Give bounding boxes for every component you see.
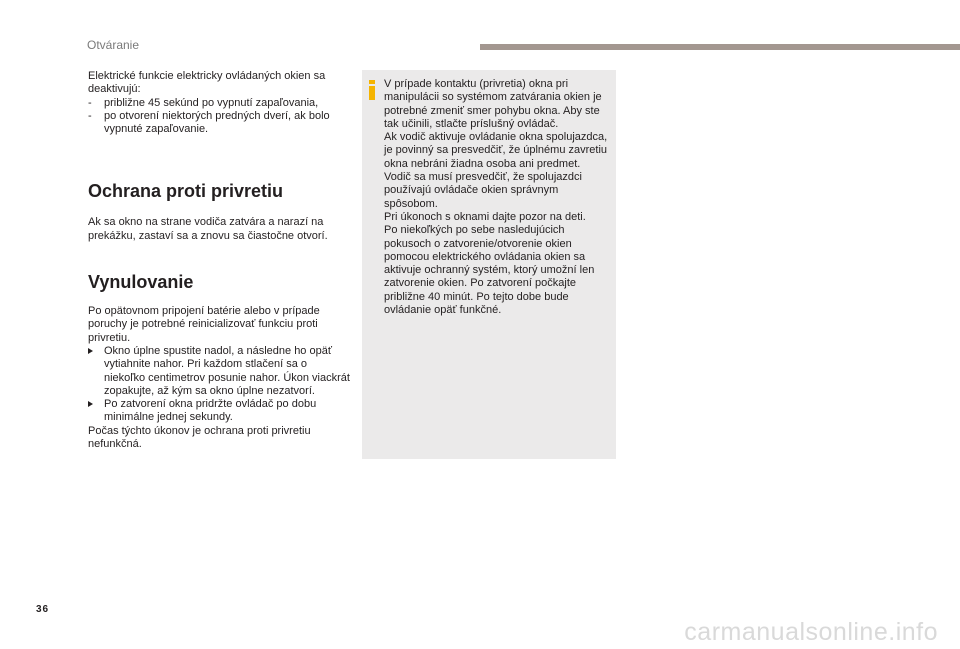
intro-list <box>88 97 350 137</box>
list-item: Okno úplne spustite nadol, a následne ho opäť vytiahnite nahor. Pri každom stlačení sa o niekoľko centimetrov posunie nahor. Úkon viackrát zopakujte, až kým sa okno úplne nezatvorí. <box>88 345 350 398</box>
anti-pinch-text: Ak sa okno na strane vodiča zatvára a narazí na prekážku, zastaví sa a znovu sa čiastočne otvorí. <box>88 216 328 242</box>
heading-reset: Vynulovanie <box>88 272 194 293</box>
reset-steps <box>88 345 350 425</box>
info-paragraph: Po niekoľkých po sebe nasledujúcich pokusoch o zatvorenie/otvorenie okien pomocou elektrického ovládania okien sa aktivuje ochranný systém, ktorý umožní len zatvorenie okien. Po zatvorení počkajte približne 40 minút. Po tejto dobe bude ovládanie opäť funkčné. <box>384 224 595 317</box>
heading-anti-pinch: Ochrana proti privretiu <box>88 181 284 202</box>
info-box <box>362 70 616 459</box>
info-paragraph: Pri úkonoch s oknami dajte pozor na deti. <box>384 210 586 223</box>
info-paragraph: Ak vodič aktivuje ovládanie okna spolujazdca, je povinný sa presvedčiť, že úplnému zavretiu okna nebráni žiadna osoba ani predmet. <box>384 131 608 170</box>
info-paragraph: Vodič sa musí presvedčiť, že spolujazdci používajú ovládače okien správnym spôsobom. <box>384 171 582 210</box>
info-paragraph: V prípade kontaktu (privretia) okna pri manipulácii so systémom zatvárania okien je potrebné zmeniť smer pohybu okna. Aby ste tak učinili, stlačte príslušný ovládač. <box>384 78 602 130</box>
list-item: - približne 45 sekúnd po vypnutí zapaľovania, <box>88 97 350 110</box>
list-item: Po zatvorení okna pridržte ovládač po dobu minimálne jednej sekundy. <box>88 398 350 425</box>
reset-outro: Počas týchto úkonov je ochrana proti privretiu nefunkčná. <box>88 424 311 451</box>
watermark: carmanualsonline.info <box>684 618 938 646</box>
section-title: Otváranie <box>87 38 140 52</box>
header-bar <box>480 44 960 50</box>
left-column <box>88 70 350 451</box>
page-number: 36 <box>36 604 50 615</box>
list-item: - po otvorení niektorých predných dverí, ak bolo vypnuté zapaľovanie. <box>88 110 350 137</box>
info-icon <box>369 80 375 100</box>
intro-text: Elektrické funkcie elektricky ovládaných okien sa deaktivujú: <box>88 70 326 96</box>
reset-intro: Po opätovnom pripojení batérie alebo v prípade poruchy je potrebné reinicializovať funkciu proti privretiu. <box>88 305 320 344</box>
info-text <box>384 78 612 317</box>
